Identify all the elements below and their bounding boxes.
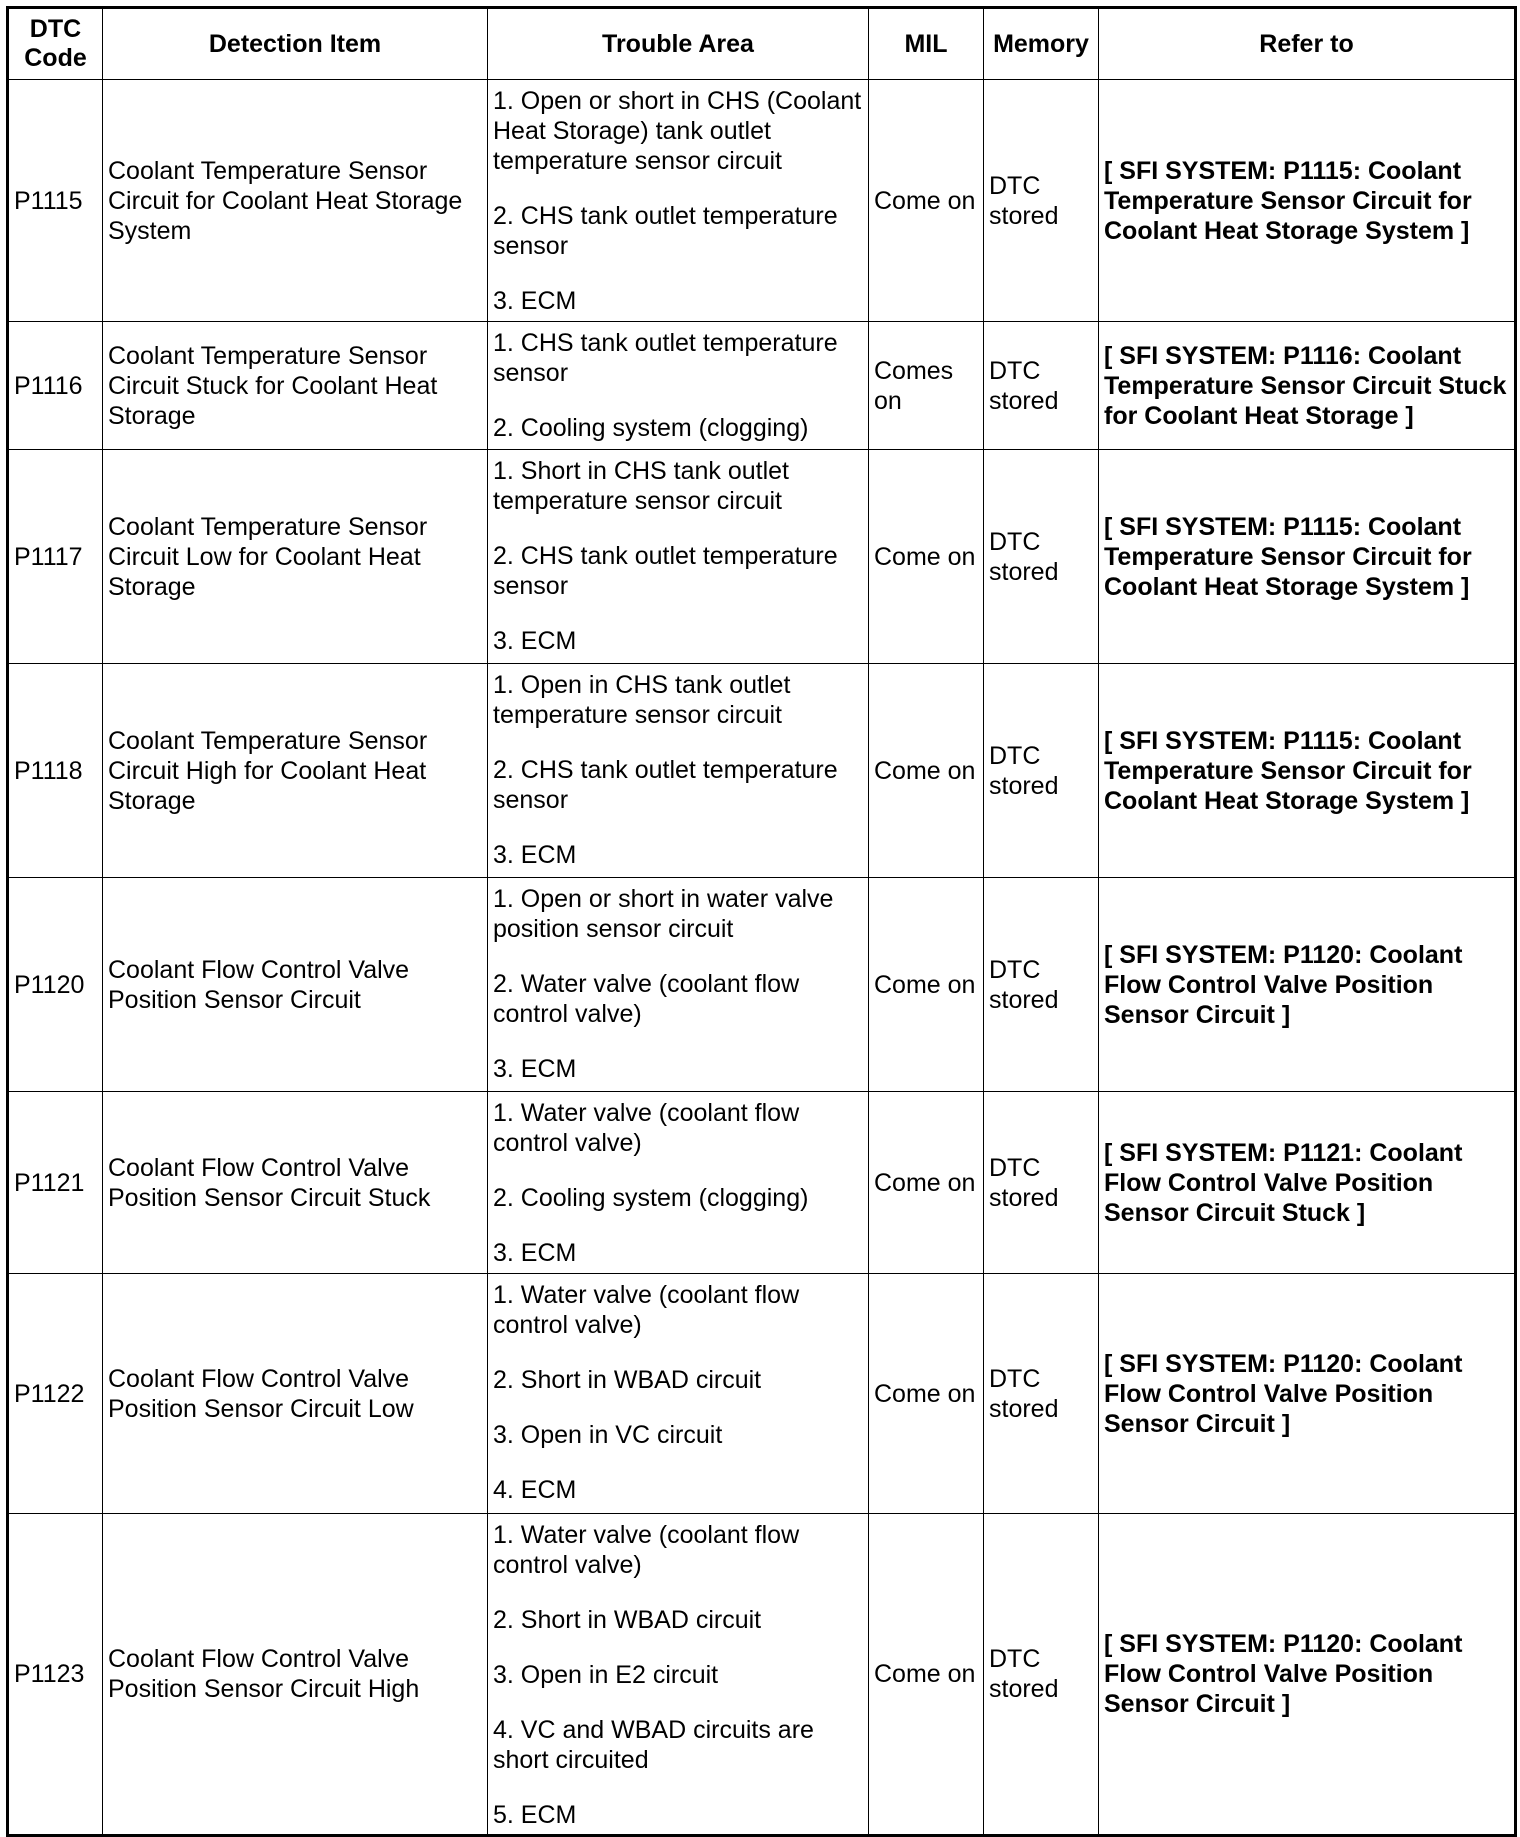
mil-cell: Come on xyxy=(869,450,984,664)
refer-to-cell: [ SFI SYSTEM: P1115: Coolant Temperature Sensor Circuit for Coolant Heat Storage System ] xyxy=(1099,450,1516,664)
refer-to-cell: [ SFI SYSTEM: P1120: Coolant Flow Control Valve Position Sensor Circuit ] xyxy=(1099,1274,1516,1514)
trouble-area-cell xyxy=(488,80,869,322)
trouble-area-item: 3. ECM xyxy=(493,627,577,655)
refer-to-cell: [ SFI SYSTEM: P1116: Coolant Temperature Sensor Circuit Stuck for Coolant Heat Storage ] xyxy=(1099,322,1516,450)
header-refer-to: Refer to xyxy=(1099,8,1516,80)
trouble-area-item: 1. Water valve (coolant flow control valve) xyxy=(493,1521,800,1579)
trouble-area-item: 4. ECM xyxy=(493,1476,577,1504)
mil-cell: Come on xyxy=(869,80,984,322)
dtc-code-cell: P1116 xyxy=(8,322,103,450)
trouble-area-item: 1. Short in CHS tank outlet temperature sensor circuit xyxy=(493,457,789,515)
header-detection-item: Detection Item xyxy=(103,8,488,80)
trouble-area-item: 1. Open or short in CHS (Coolant Heat Storage) tank outlet temperature sensor circuit xyxy=(493,87,862,175)
trouble-area-item: 4. VC and WBAD circuits are short circuited xyxy=(493,1716,814,1774)
table-row xyxy=(8,878,1516,1092)
trouble-area-item: 2. Cooling system (clogging) xyxy=(493,1184,809,1212)
trouble-area-cell xyxy=(488,1092,869,1274)
table-row xyxy=(8,1274,1516,1514)
trouble-area-cell xyxy=(488,1514,869,1836)
detection-item-cell: Coolant Temperature Sensor Circuit Low for Coolant Heat Storage xyxy=(103,450,488,664)
header-dtc-code: DTC Code xyxy=(8,8,103,80)
trouble-area-cell xyxy=(488,1274,869,1514)
detection-item-cell: Coolant Flow Control Valve Position Sensor Circuit Stuck xyxy=(103,1092,488,1274)
trouble-area-item: 5. ECM xyxy=(493,1801,577,1829)
memory-cell: DTC stored xyxy=(984,322,1099,450)
header-mil: MIL xyxy=(869,8,984,80)
mil-cell: Come on xyxy=(869,664,984,878)
table-row xyxy=(8,1092,1516,1274)
dtc-code-cell: P1121 xyxy=(8,1092,103,1274)
trouble-area-item: 2. CHS tank outlet temperature sensor xyxy=(493,202,838,260)
memory-cell: DTC stored xyxy=(984,878,1099,1092)
refer-to-cell: [ SFI SYSTEM: P1121: Coolant Flow Control Valve Position Sensor Circuit Stuck ] xyxy=(1099,1092,1516,1274)
table-row xyxy=(8,450,1516,664)
table-body xyxy=(8,80,1516,1836)
table-row xyxy=(8,1514,1516,1836)
trouble-area-item: 3. Open in VC circuit xyxy=(493,1421,723,1449)
memory-cell: DTC stored xyxy=(984,1274,1099,1514)
trouble-area-item: 2. CHS tank outlet temperature sensor xyxy=(493,542,838,600)
trouble-area-item: 2. Cooling system (clogging) xyxy=(493,414,809,442)
trouble-area-item: 2. Short in WBAD circuit xyxy=(493,1366,762,1394)
header-row xyxy=(8,8,1516,80)
trouble-area-cell xyxy=(488,664,869,878)
dtc-code-cell: P1122 xyxy=(8,1274,103,1514)
dtc-code-cell: P1123 xyxy=(8,1514,103,1836)
table-row xyxy=(8,322,1516,450)
memory-cell: DTC stored xyxy=(984,664,1099,878)
trouble-area-item: 3. ECM xyxy=(493,841,577,869)
mil-cell: Come on xyxy=(869,1274,984,1514)
refer-to-cell: [ SFI SYSTEM: P1120: Coolant Flow Control Valve Position Sensor Circuit ] xyxy=(1099,878,1516,1092)
memory-cell: DTC stored xyxy=(984,1514,1099,1836)
trouble-area-item: 2. Water valve (coolant flow control valve) xyxy=(493,970,800,1028)
trouble-area-item: 3. ECM xyxy=(493,1055,577,1083)
memory-cell: DTC stored xyxy=(984,1092,1099,1274)
refer-to-cell: [ SFI SYSTEM: P1115: Coolant Temperature Sensor Circuit for Coolant Heat Storage System ] xyxy=(1099,80,1516,322)
refer-to-cell: [ SFI SYSTEM: P1115: Coolant Temperature Sensor Circuit for Coolant Heat Storage System ] xyxy=(1099,664,1516,878)
trouble-area-item: 3. ECM xyxy=(493,287,577,315)
mil-cell: Come on xyxy=(869,878,984,1092)
trouble-area-item: 1. CHS tank outlet temperature sensor xyxy=(493,329,838,387)
trouble-area-cell xyxy=(488,878,869,1092)
detection-item-cell: Coolant Flow Control Valve Position Sensor Circuit Low xyxy=(103,1274,488,1514)
trouble-area-item: 2. Short in WBAD circuit xyxy=(493,1606,762,1634)
trouble-area-item: 1. Open in CHS tank outlet temperature sensor circuit xyxy=(493,671,791,729)
memory-cell: DTC stored xyxy=(984,80,1099,322)
mil-cell: Come on xyxy=(869,1092,984,1274)
mil-cell: Come on xyxy=(869,1514,984,1836)
dtc-code-cell: P1120 xyxy=(8,878,103,1092)
dtc-code-cell: P1117 xyxy=(8,450,103,664)
header-trouble-area: Trouble Area xyxy=(488,8,869,80)
trouble-area-item: 1. Water valve (coolant flow control valve) xyxy=(493,1099,800,1157)
trouble-area-item: 1. Water valve (coolant flow control valve) xyxy=(493,1281,800,1339)
header-memory: Memory xyxy=(984,8,1099,80)
trouble-area-cell xyxy=(488,450,869,664)
detection-item-cell: Coolant Flow Control Valve Position Sensor Circuit High xyxy=(103,1514,488,1836)
table-row xyxy=(8,664,1516,878)
trouble-area-item: 1. Open or short in water valve position sensor circuit xyxy=(493,885,834,943)
detection-item-cell: Coolant Temperature Sensor Circuit High for Coolant Heat Storage xyxy=(103,664,488,878)
trouble-area-cell xyxy=(488,322,869,450)
refer-to-cell: [ SFI SYSTEM: P1120: Coolant Flow Control Valve Position Sensor Circuit ] xyxy=(1099,1514,1516,1836)
detection-item-cell: Coolant Temperature Sensor Circuit Stuck for Coolant Heat Storage xyxy=(103,322,488,450)
detection-item-cell: Coolant Temperature Sensor Circuit for Coolant Heat Storage System xyxy=(103,80,488,322)
dtc-table xyxy=(6,6,1517,1837)
detection-item-cell: Coolant Flow Control Valve Position Sensor Circuit xyxy=(103,878,488,1092)
trouble-area-item: 3. ECM xyxy=(493,1239,577,1267)
dtc-code-cell: P1115 xyxy=(8,80,103,322)
table-row xyxy=(8,80,1516,322)
dtc-code-cell: P1118 xyxy=(8,664,103,878)
trouble-area-item: 3. Open in E2 circuit xyxy=(493,1661,719,1689)
mil-cell: Comes on xyxy=(869,322,984,450)
trouble-area-item: 2. CHS tank outlet temperature sensor xyxy=(493,756,838,814)
memory-cell: DTC stored xyxy=(984,450,1099,664)
